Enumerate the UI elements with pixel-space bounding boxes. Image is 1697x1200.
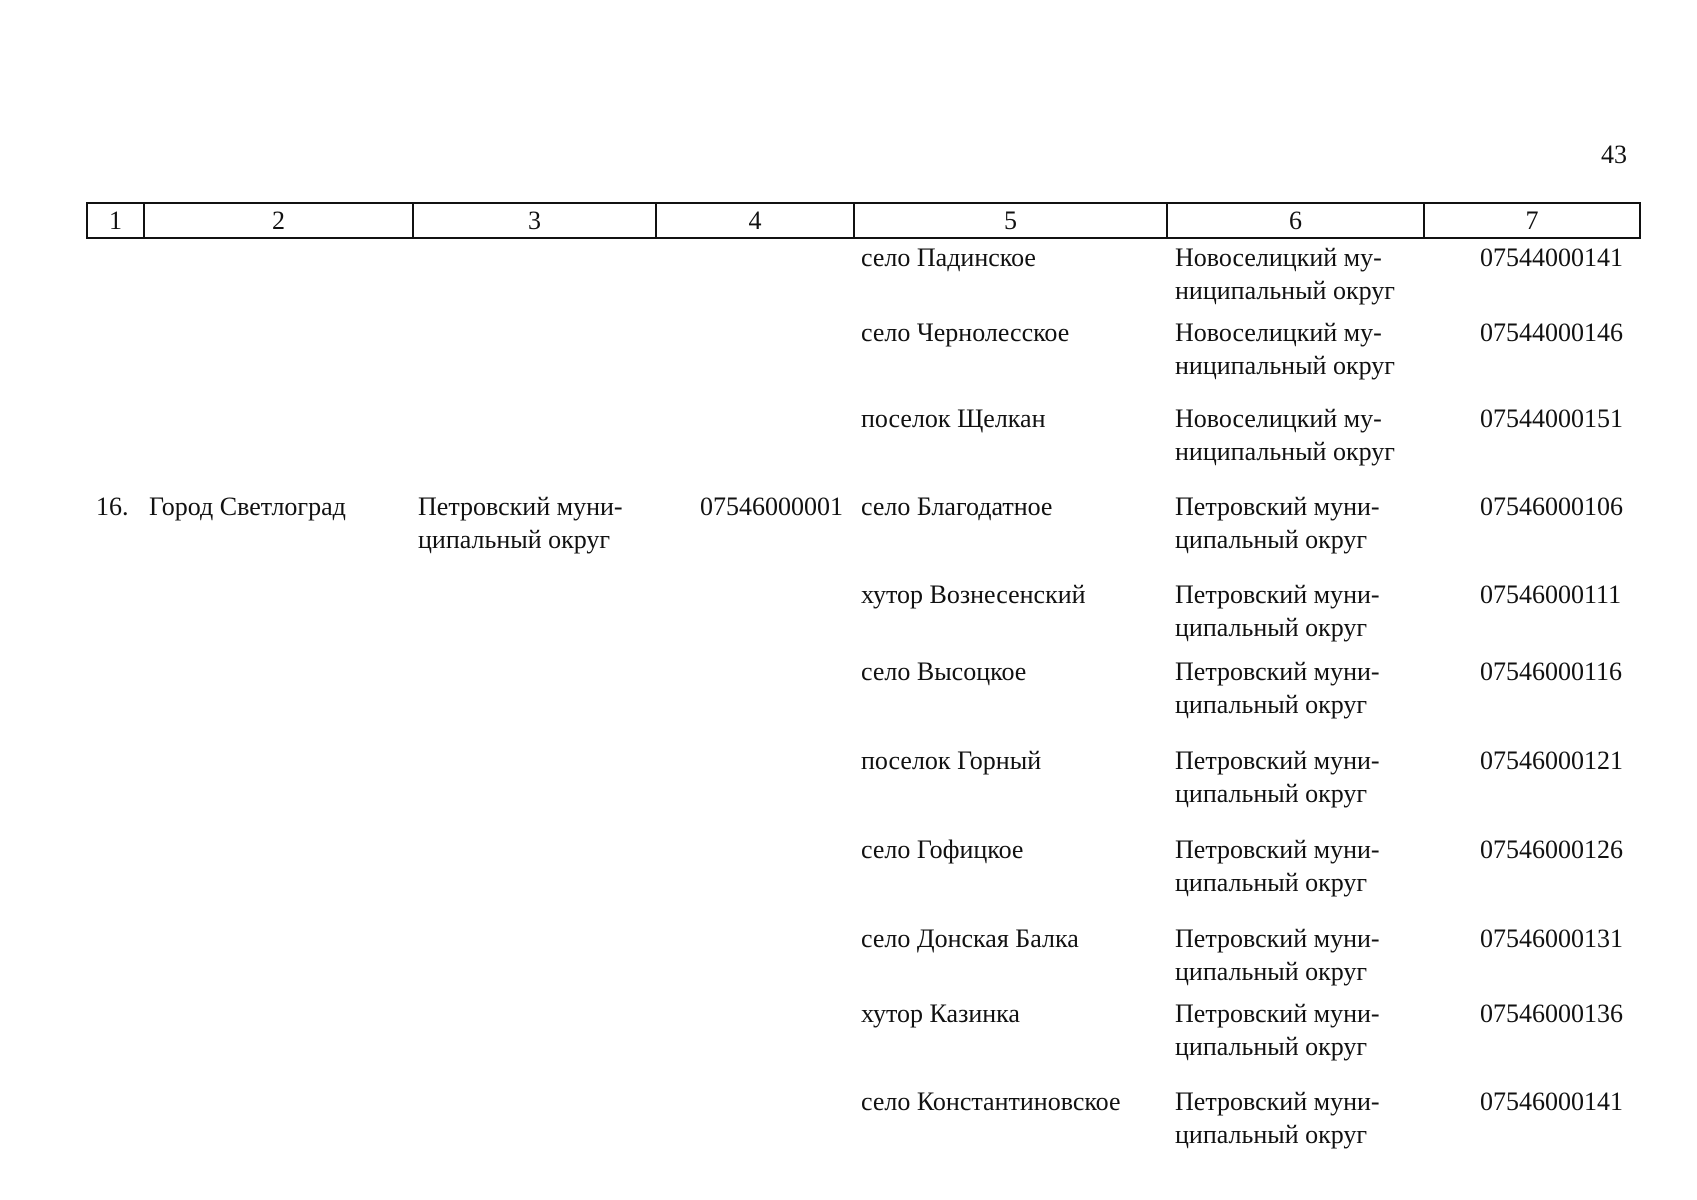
- district-line-2: ципальный округ: [1175, 1032, 1368, 1061]
- district-line-2: ципальный округ: [1175, 779, 1368, 808]
- city-code: 07546000001: [700, 492, 843, 521]
- oktmo-code: 07546000111: [1480, 580, 1622, 609]
- district-line-1: Новоселицкий му-: [1175, 243, 1382, 272]
- oktmo-code: 07544000146: [1480, 318, 1623, 347]
- settlement-district: [1175, 490, 1415, 556]
- district-line-2: ципальный округ: [1175, 525, 1368, 554]
- oktmo-code: 07546000131: [1480, 924, 1623, 953]
- district-line-1: Петровский муни-: [1175, 835, 1380, 864]
- settlement-name: село Благодатное: [861, 492, 1053, 521]
- header-col-1: 1: [88, 204, 145, 237]
- settlement-name: село Падинское: [861, 243, 1036, 272]
- settlement-name: хутор Казинка: [861, 999, 1020, 1028]
- header-col-6: 6: [1168, 204, 1425, 237]
- district-line-1: Петровский муни-: [1175, 657, 1380, 686]
- district-line-2: ниципальный округ: [1175, 351, 1395, 380]
- district-line-1: Петровский муни-: [1175, 924, 1380, 953]
- settlement-district: [1175, 655, 1415, 721]
- header-col-2: 2: [145, 204, 414, 237]
- district-line-2: ципальный округ: [1175, 613, 1368, 642]
- settlement-district: [1175, 997, 1415, 1063]
- oktmo-code: 07546000141: [1480, 1087, 1623, 1116]
- district-line-2: ципальный округ: [1175, 957, 1368, 986]
- settlement-district: [1175, 402, 1415, 468]
- district-line-2: ципальный округ: [1175, 1120, 1368, 1149]
- district-line-1: Петровский муни-: [1175, 492, 1380, 521]
- header-col-3: 3: [414, 204, 657, 237]
- settlement-name: село Высоцкое: [861, 657, 1027, 686]
- settlement-district: [1175, 744, 1415, 810]
- district-line-1: Петровский муни-: [1175, 580, 1380, 609]
- settlement-name: поселок Щелкан: [861, 404, 1046, 433]
- settlement-district: [1175, 241, 1415, 307]
- header-col-7: 7: [1525, 206, 1539, 235]
- city-district: [418, 490, 648, 556]
- oktmo-code: 07546000126: [1480, 835, 1623, 864]
- settlement-name: село Донская Балка: [861, 924, 1079, 953]
- settlement-district: [1175, 833, 1415, 899]
- header-col-4: 4: [657, 204, 855, 237]
- district-line-2: ниципальный округ: [1175, 437, 1395, 466]
- district-line-2: ципальный округ: [418, 525, 611, 554]
- oktmo-code: 07546000121: [1480, 746, 1623, 775]
- oktmo-code: 07544000151: [1480, 404, 1623, 433]
- district-line-2: ципальный округ: [1175, 690, 1368, 719]
- settlement-district: [1175, 1085, 1415, 1151]
- settlement-district: [1175, 922, 1415, 988]
- oktmo-code: 07546000116: [1480, 657, 1623, 686]
- page-number: 43: [1601, 140, 1627, 169]
- settlement-district: [1175, 316, 1415, 382]
- settlement-district: [1175, 578, 1415, 644]
- header-col-5: 5: [855, 204, 1168, 237]
- district-line-1: Петровский муни-: [418, 492, 623, 521]
- district-line-1: Новоселицкий му-: [1175, 404, 1382, 433]
- district-line-1: Петровский муни-: [1175, 746, 1380, 775]
- oktmo-code: 07546000136: [1480, 999, 1623, 1028]
- district-line-2: ципальный округ: [1175, 868, 1368, 897]
- oktmo-code: 07544000141: [1480, 243, 1623, 272]
- settlement-name: поселок Горный: [861, 746, 1042, 775]
- oktmo-code: 07546000106: [1480, 492, 1623, 521]
- table-header-row: [86, 202, 1641, 239]
- row-number: 16.: [96, 492, 129, 521]
- settlement-name: село Гофицкое: [861, 835, 1024, 864]
- settlement-name: село Чернолесское: [861, 318, 1070, 347]
- city-name: Город Светлоград: [149, 492, 346, 521]
- district-line-2: ниципальный округ: [1175, 276, 1395, 305]
- district-line-1: Новоселицкий му-: [1175, 318, 1382, 347]
- district-line-1: Петровский муни-: [1175, 1087, 1380, 1116]
- settlement-name: село Константиновское: [861, 1087, 1121, 1116]
- settlement-name: хутор Вознесенский: [861, 580, 1086, 609]
- district-line-1: Петровский муни-: [1175, 999, 1380, 1028]
